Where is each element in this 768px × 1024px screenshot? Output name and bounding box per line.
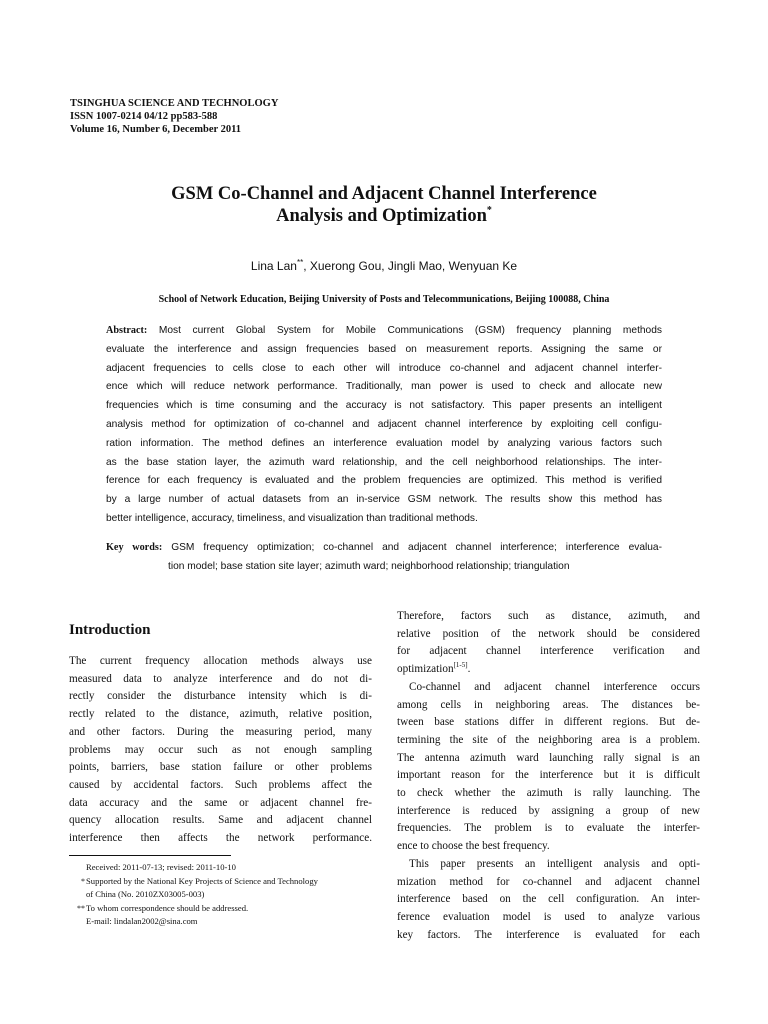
abstract-line: evaluate the interference and assign frequencies based on measurement reports. Assigning the same or <box>106 343 662 355</box>
footnote-support-line: Supported by the National Key Projects of Science and Technology <box>86 875 318 886</box>
body-line: measured data to analyze interference and do not di- <box>69 672 372 685</box>
author-list <box>0 258 768 274</box>
keywords-label: Key words: <box>106 542 163 553</box>
title-line-2-text: Analysis and Optimization <box>276 206 487 226</box>
footnote-received <box>69 861 389 875</box>
body-line: data accuracy and the same or adjacent channel fre- <box>69 796 372 809</box>
body-line-text: optimization <box>397 663 454 676</box>
body-line: interference then affects the network performance. <box>69 832 372 845</box>
citation-ref: [1-5] <box>453 661 468 670</box>
body-line: The antenna azimuth ward launching rally signal is an <box>397 751 700 764</box>
body-line: relative position of the network should be considered <box>397 627 700 640</box>
abstract-line: adjacent frequencies to cells close to each other will introduce co-channel and adjacent channel interfer- <box>106 362 662 374</box>
body-line: termining the site of the neighboring area is a problem. <box>397 733 700 746</box>
body-line: Co-channel and adjacent channel interference occurs <box>409 680 700 693</box>
author-first: Lina Lan <box>250 259 297 273</box>
title-line-2 <box>0 205 768 227</box>
body-line: The current frequency allocation methods always use <box>69 655 372 667</box>
paper-title <box>0 183 768 227</box>
footnote-divider <box>69 855 231 856</box>
body-line: caused by accidental factors. Such problems affect the <box>69 778 372 791</box>
left-column-text <box>69 653 372 848</box>
abstract-line-text: Most current Global System for Mobile Communications (GSM) frequency planning methods <box>147 325 662 336</box>
author-rest: , Xuerong Gou, Jingli Mao, Wenyuan Ke <box>303 259 518 273</box>
abstract-line: analysis method for optimization of co-channel and adjacent channel interference by exploiting cell configu- <box>106 418 662 430</box>
body-line: This paper presents an intelligent analysis and opti- <box>409 857 700 870</box>
journal-name: TSINGHUA SCIENCE AND TECHNOLOGY <box>70 98 279 109</box>
body-line: Therefore, factors such as distance, azimuth, and <box>397 610 700 622</box>
abstract-line: ence which will reduce network performance. Traditionally, man power is used to check and allocate new <box>106 381 662 393</box>
body-line: interference based on the cell configuration. An inter- <box>397 893 700 906</box>
abstract-line: by a large number of actual datasets from an in-service GSM network. The results show this method has <box>106 494 662 506</box>
footnotes <box>69 861 389 929</box>
body-line: important reason for the interference but it is difficult <box>397 769 700 782</box>
body-line: key factors. The interference is evaluated for each <box>397 928 700 941</box>
body-line: tween base stations differ in different regions. But de- <box>397 716 700 729</box>
body-line: among cells in neighboring areas. The distances be- <box>397 698 700 711</box>
title-line-1: GSM Co-Channel and Adjacent Channel Interference <box>171 184 597 204</box>
body-line: to check whether the azimuth is rally launching. The <box>397 787 700 800</box>
footnote-correspondence-line: To whom correspondence should be addressed. <box>86 902 249 913</box>
section-heading-introduction: Introduction <box>69 622 151 638</box>
body-line: and other factors. During the measuring period, many <box>69 725 372 738</box>
title-footnote-mark: * <box>486 205 492 216</box>
journal-header <box>70 97 400 136</box>
abstract-line: ference for each frequency is evaluated and the problem frequencies are optimized. This method is verified <box>106 475 662 487</box>
affiliation: School of Network Education, Beijing University of Posts and Telecommunications, Beijing 100088, China <box>158 294 610 305</box>
right-column-text <box>397 608 700 944</box>
body-line: frequencies. The problem is to evaluate the interfer- <box>397 822 700 835</box>
body-line: for adjacent channel interference verification and <box>397 645 700 658</box>
body-line: ference evaluation model is used to analyze various <box>397 910 700 923</box>
body-line: quency allocation results. Same and adjacent channel <box>69 814 372 827</box>
abstract-line: better intelligence, accuracy, timeliness, and visualization than traditional methods. <box>106 512 478 524</box>
abstract-line: as the base station layer, the azimuth ward relationship, and the cell neighborhood relationships. The inter- <box>106 456 662 468</box>
keywords-line-text: GSM frequency optimization; co-channel and adjacent channel interference; interference evalua- <box>162 542 662 553</box>
body-line: rectly consider the disturbance intensity which is di- <box>69 690 372 703</box>
author-corresponding-mark: ** <box>296 258 304 267</box>
body-line: interference is reduced by assigning a group of new <box>397 804 700 817</box>
abstract-line <box>106 322 662 341</box>
journal-issn: ISSN 1007-0214 04/12 pp583-588 <box>70 111 218 122</box>
keywords <box>106 539 662 577</box>
footnote-support-line: of China (No. 2010ZX03005-003) <box>86 889 205 899</box>
body-line: mization method for co-channel and adjacent channel <box>397 875 700 888</box>
footnote-correspondence <box>69 902 389 929</box>
abstract <box>106 322 662 529</box>
journal-volume: Volume 16, Number 6, December 2011 <box>70 124 241 135</box>
abstract-label: Abstract: <box>106 325 148 336</box>
body-line: points, barriers, base station failure or other problems <box>69 761 372 774</box>
body-line-end: . <box>467 663 471 676</box>
body-line: ence to choose the best frequency. <box>397 840 550 853</box>
footnote-support <box>69 875 389 902</box>
keywords-line: tion model; base station site layer; azimuth ward; neighborhood relationship; triangulation <box>168 560 570 572</box>
body-line: rectly related to the distance, azimuth, relative position, <box>69 708 372 721</box>
footnote-support-mark: * <box>81 876 85 886</box>
abstract-line: ration information. The method defines an interference evaluation model by analyzing various factors such <box>106 437 662 449</box>
footnote-correspondence-mark: ** <box>77 903 85 913</box>
abstract-line: frequencies which is time consuming and the accuracy is not satisfactory. This paper presents an intelligent <box>106 400 662 412</box>
footnote-email: E-mail: lindalan2002@sina.com <box>86 916 198 926</box>
keywords-line <box>106 539 662 558</box>
footnote-received-text: Received: 2011-07-13; revised: 2011-10-10 <box>86 862 236 872</box>
body-line: problems may occur such as not enough sampling <box>69 743 372 756</box>
body-line <box>397 661 700 679</box>
